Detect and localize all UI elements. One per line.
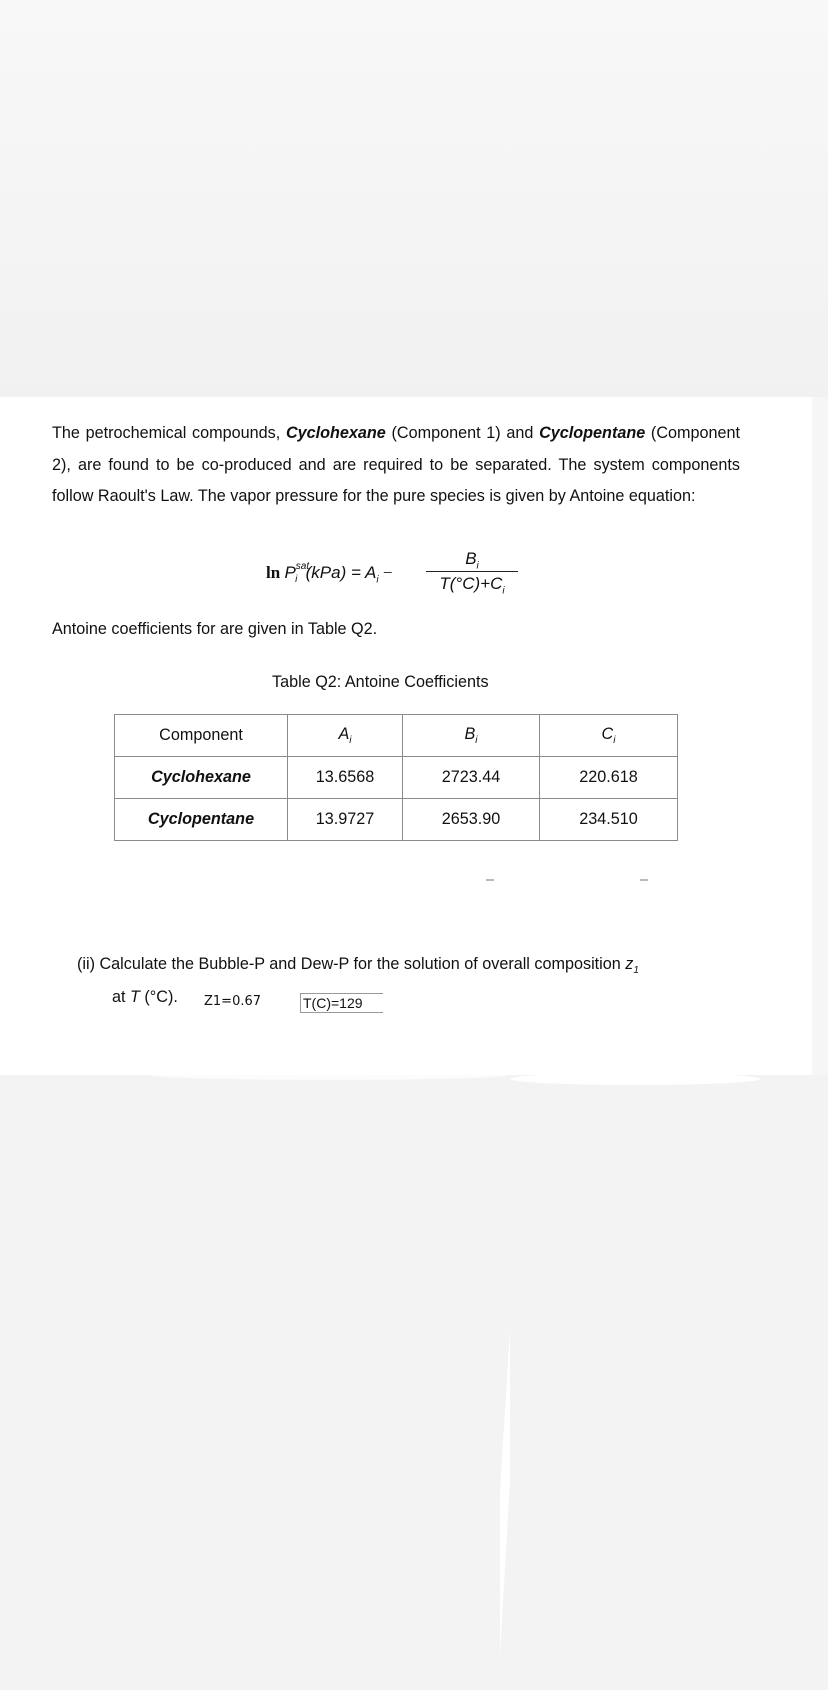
coefficients-intro: Antoine coefficients for are given in Table Q2. [52, 620, 378, 638]
cell-a: 13.9727 [288, 799, 403, 841]
header-c: $C_i$ [540, 715, 678, 757]
table-row [115, 757, 678, 799]
question-line-1: (ii) Calculate the Bubble-P and Dew-P for the solution of overall composition $z_1$ [77, 955, 639, 977]
table-caption: Table Q2: Antoine Coefficients [272, 673, 489, 691]
cell-c: 220.618 [540, 757, 678, 799]
cell-b: 2723.44 [403, 757, 540, 799]
torn-edge [150, 1070, 510, 1080]
white-streak [500, 1130, 510, 1690]
table-row [115, 799, 678, 841]
table-header-row [115, 715, 678, 757]
cell-component: Cyclopentane [115, 799, 288, 841]
cell-a: 13.6568 [288, 757, 403, 799]
compound-cyclopentane: Cyclopentane [539, 424, 646, 442]
equation-fraction: $B_i$ $T(^\circ C)+C_i$ [422, 548, 522, 596]
handwritten-temperature-note: T(C)=129 [300, 993, 383, 1013]
antoine-equation [266, 548, 536, 606]
page-edge [812, 397, 828, 1075]
cell-component: Cyclohexane [115, 757, 288, 799]
torn-edge [510, 1073, 760, 1085]
handwritten-z1-note: Z1=0.67 [204, 994, 262, 1009]
cell-b: 2653.90 [403, 799, 540, 841]
equation-lhs: $\ln P^{sat}_i$ $(kPa) = A_i$ − [266, 561, 393, 586]
scan-artifact [640, 879, 648, 881]
header-b: $B_i$ [403, 715, 540, 757]
scan-artifact [486, 879, 494, 881]
cell-c: 234.510 [540, 799, 678, 841]
intro-paragraph: The petrochemical compounds, Cyclohexane (Component 1) and Cyclopentane (Component 2), are found to be co-produced and are required to be separated. The system components follow Raoult's Law. The vapor pressure for the pure species is given by Antoine equation: [52, 424, 741, 505]
antoine-table [114, 714, 678, 841]
question-line-2: at T (°C). [112, 988, 178, 1006]
header-a: $A_i$ [288, 715, 403, 757]
compound-cyclohexane: Cyclohexane [285, 424, 386, 442]
header-component: Component [115, 715, 288, 757]
blank-top-area [0, 0, 828, 397]
